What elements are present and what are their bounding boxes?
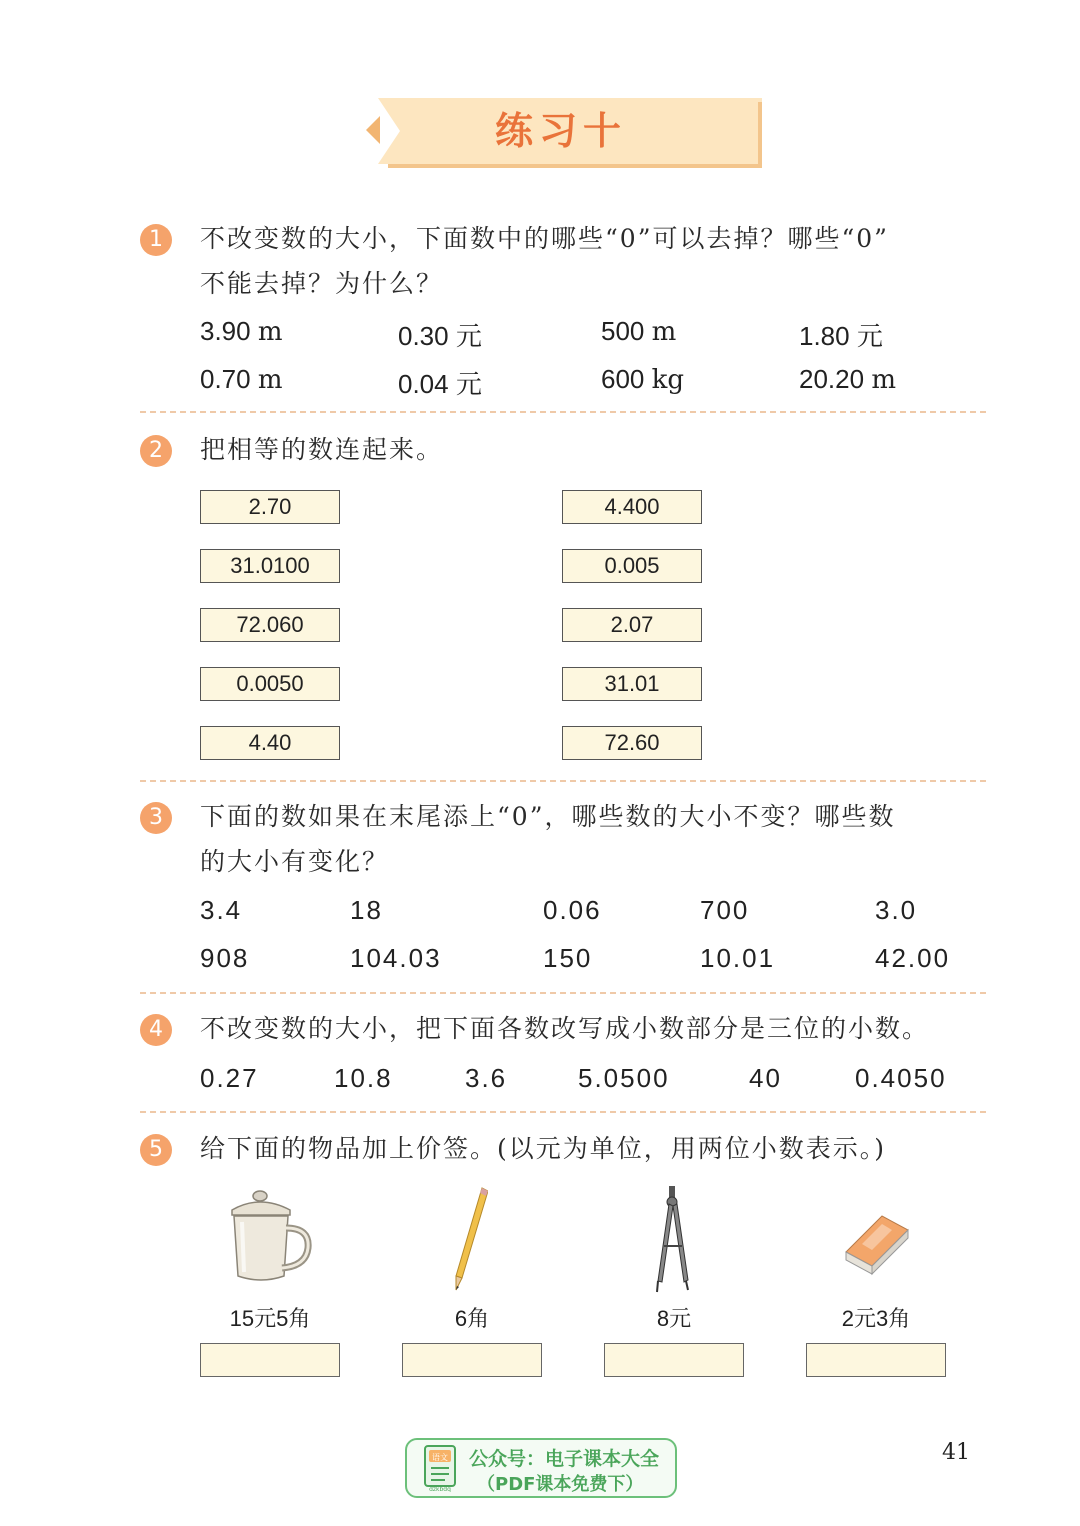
problem-1-prompt-line1: 不改变数的大小，下面数中的哪些“0”可以去掉？哪些“0” (200, 224, 889, 253)
problem-3-value: 908 (200, 943, 250, 973)
section-divider (140, 780, 986, 782)
problem-3-value: 104.03 (350, 943, 442, 973)
page-title: 练习十 (494, 108, 627, 153)
problem-number-badge: 3 (140, 802, 172, 834)
problem-2-prompt: 把相等的数连起来。 (200, 435, 444, 464)
price-tag-box[interactable] (402, 1343, 542, 1377)
problem-4-value: 0.27 (200, 1063, 259, 1093)
problem-3-prompt-line2: 的大小有变化？ (200, 847, 390, 876)
book-icon (423, 1444, 461, 1492)
title-banner (360, 98, 762, 168)
match-box-left[interactable]: 31.0100 (200, 549, 340, 583)
problem-4-value: 0.4050 (855, 1063, 947, 1093)
pencil-icon (448, 1186, 488, 1292)
problem-1-value: 1.80 元 (799, 321, 883, 352)
problem-1-value: 3.90 m (200, 316, 283, 347)
problem-3-value: 42.00 (875, 943, 951, 973)
problem-number-badge: 1 (140, 224, 172, 256)
section-divider (140, 1111, 986, 1113)
problem-3-value: 700 (700, 895, 750, 925)
problem-4-value: 40 (749, 1063, 782, 1093)
section-divider (140, 411, 986, 413)
problem-1-value: 0.70 m (200, 364, 283, 395)
problem-3-prompt-line1: 下面的数如果在末尾添上“0”，哪些数的大小不变？哪些数 (200, 802, 896, 831)
match-box-right[interactable]: 72.60 (562, 726, 702, 760)
item-price-label: 8元 (656, 1306, 692, 1331)
cup-icon (224, 1188, 316, 1288)
problem-3-value: 150 (543, 943, 593, 973)
item-price-label: 15元5角 (229, 1306, 311, 1331)
match-box-left[interactable]: 72.060 (200, 608, 340, 642)
watermark-small-text: dzkbdq (429, 1486, 451, 1492)
problem-1-value: 500 m (601, 316, 677, 347)
item-price-label: 6角 (454, 1306, 490, 1331)
problem-1-prompt-line2: 不能去掉？为什么？ (200, 269, 444, 298)
match-box-left[interactable]: 0.0050 (200, 667, 340, 701)
problem-number-badge: 5 (140, 1134, 172, 1166)
watermark-line1: 公众号：电子课本大全 (469, 1448, 660, 1470)
problem-3-value: 3.0 (875, 895, 918, 925)
problem-4-value: 3.6 (465, 1063, 508, 1093)
watermark-book-label: 语文 (432, 1453, 448, 1462)
problem-3-value: 3.4 (200, 895, 243, 925)
match-box-left[interactable]: 4.40 (200, 726, 340, 760)
match-box-right[interactable]: 2.07 (562, 608, 702, 642)
problem-4-value: 10.8 (334, 1063, 393, 1093)
match-box-right[interactable]: 0.005 (562, 549, 702, 583)
match-box-right[interactable]: 4.400 (562, 490, 702, 524)
match-box-right[interactable]: 31.01 (562, 667, 702, 701)
watermark-badge (405, 1438, 677, 1498)
page-number: 41 (942, 1440, 970, 1465)
price-tag-box[interactable] (604, 1343, 744, 1377)
problem-4-prompt: 不改变数的大小，把下面各数改写成小数部分是三位的小数。 (200, 1014, 930, 1043)
problem-number-badge: 4 (140, 1014, 172, 1046)
problem-3-value: 0.06 (543, 895, 602, 925)
problem-number-badge: 2 (140, 435, 172, 467)
problem-3-value: 10.01 (700, 943, 776, 973)
problem-1-value: 0.04 元 (398, 369, 482, 400)
eraser-icon (842, 1210, 914, 1276)
problem-1-value: 600 kg (601, 364, 685, 395)
price-tag-box[interactable] (806, 1343, 946, 1377)
section-divider (140, 992, 986, 994)
compass-icon (652, 1186, 692, 1294)
problem-5-prompt: 给下面的物品加上价签。(以元为单位，用两位小数表示。) (200, 1134, 887, 1163)
watermark-line2: （PDF课本免费下） (477, 1474, 644, 1495)
problem-3-value: 18 (350, 895, 383, 925)
item-price-label: 2元3角 (841, 1306, 911, 1331)
price-tag-box[interactable] (200, 1343, 340, 1377)
problem-1-value: 20.20 m (799, 364, 896, 395)
problem-1-value: 0.30 元 (398, 321, 482, 352)
match-box-left[interactable]: 2.70 (200, 490, 340, 524)
problem-4-value: 5.0500 (578, 1063, 670, 1093)
